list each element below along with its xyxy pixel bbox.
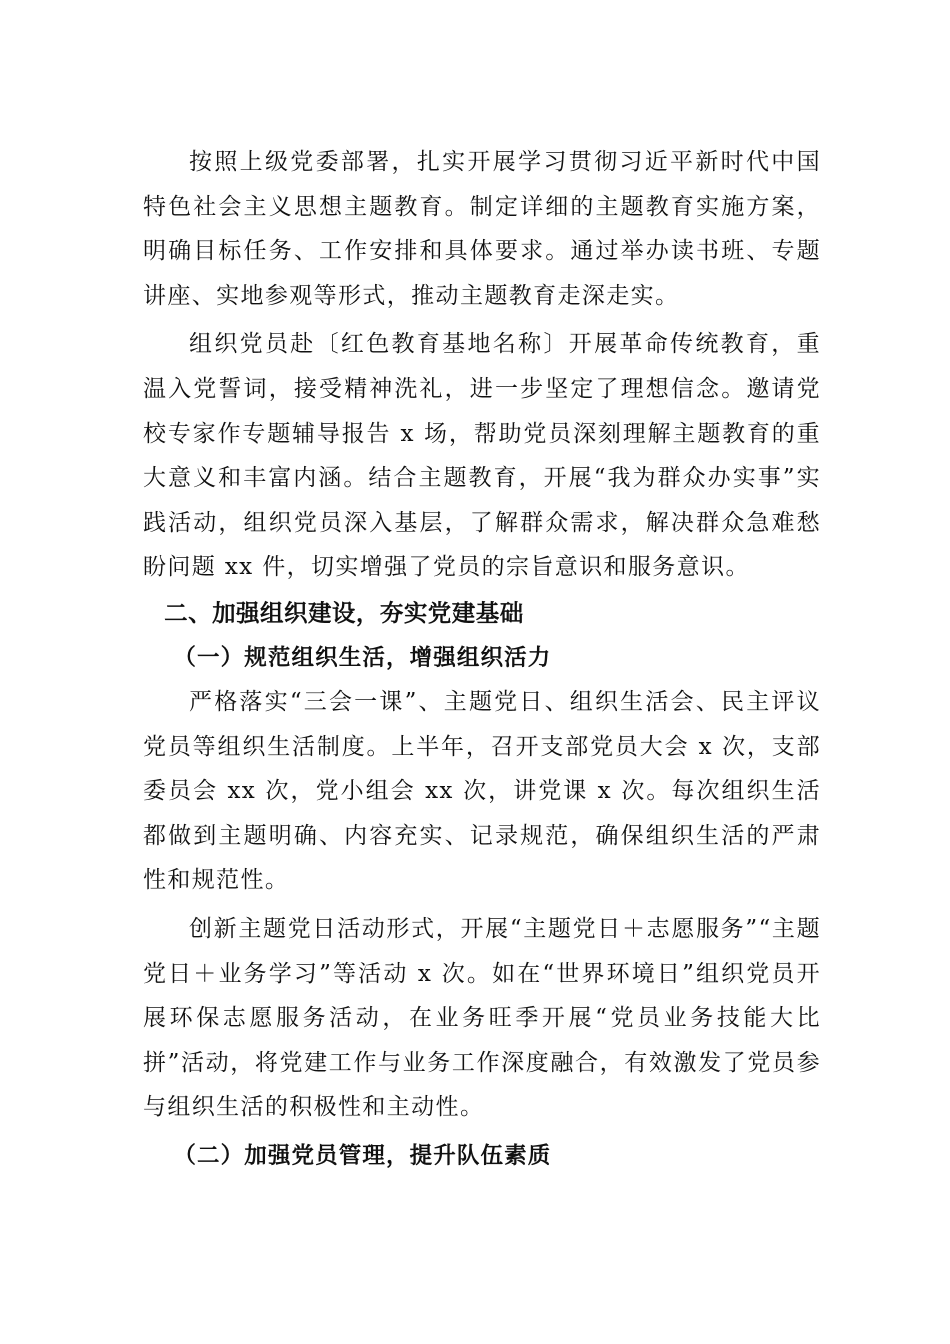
section-heading-organization: 二、加强组织建设，夯实党建基础 <box>164 598 524 627</box>
paragraph-organization-system: 严格落实“三会一课”、主题党日、组织生活会、民主评议党员等组织生活制度。上半年，召开支部党员大会 x 次，支部委员会 xx 次，党小组会 xx 次，讲党课 x 次。每次组织生活都做到主题明确、内容充实、记录规范，确保组织生活的严肃性和规范性。 <box>143 688 821 894</box>
paragraph-theme-education: 按照上级党委部署，扎实开展学习贯彻习近平新时代中国特色社会主义思想主题教育。制定详细的主题教育实施方案，明确目标任务、工作安排和具体要求。通过举办读书班、专题讲座、实地参观等形式，推动主题教育走深走实。 <box>143 149 821 309</box>
paragraph-party-day-activities: 创新主题党日活动形式，开展“主题党日＋志愿服务”“主题党日＋业务学习”等活动 x 次。如在“世界环境日”组织党员开展环保志愿服务活动，在业务旺季开展“党员业务技能大比拼”活动，将党建工作与业务工作深度融合，有效激发了党员参与组织生活的积极性和主动性。 <box>143 915 821 1121</box>
paragraph-revolutionary-education: 组织党员赴〔红色教育基地名称〕开展革命传统教育，重温入党誓词，接受精神洗礼，进一步坚定了理想信念。邀请党校专家作专题辅导报告 x 场，帮助党员深刻理解主题教育的重大意义和丰富内涵。结合主题教育，开展“我为群众办实事”实践活动，组织党员深入基层，了解群众需求，解决群众急难愁盼问题 xx 件，切实增强了党员的宗旨意识和服务意识。 <box>143 331 821 581</box>
document-body <box>143 140 821 1178</box>
subsection-heading-organization-life: （一）规范组织生活，增强组织活力 <box>173 644 552 671</box>
subsection-heading-member-management: （二）加强党员管理，提升队伍素质 <box>173 1142 552 1169</box>
